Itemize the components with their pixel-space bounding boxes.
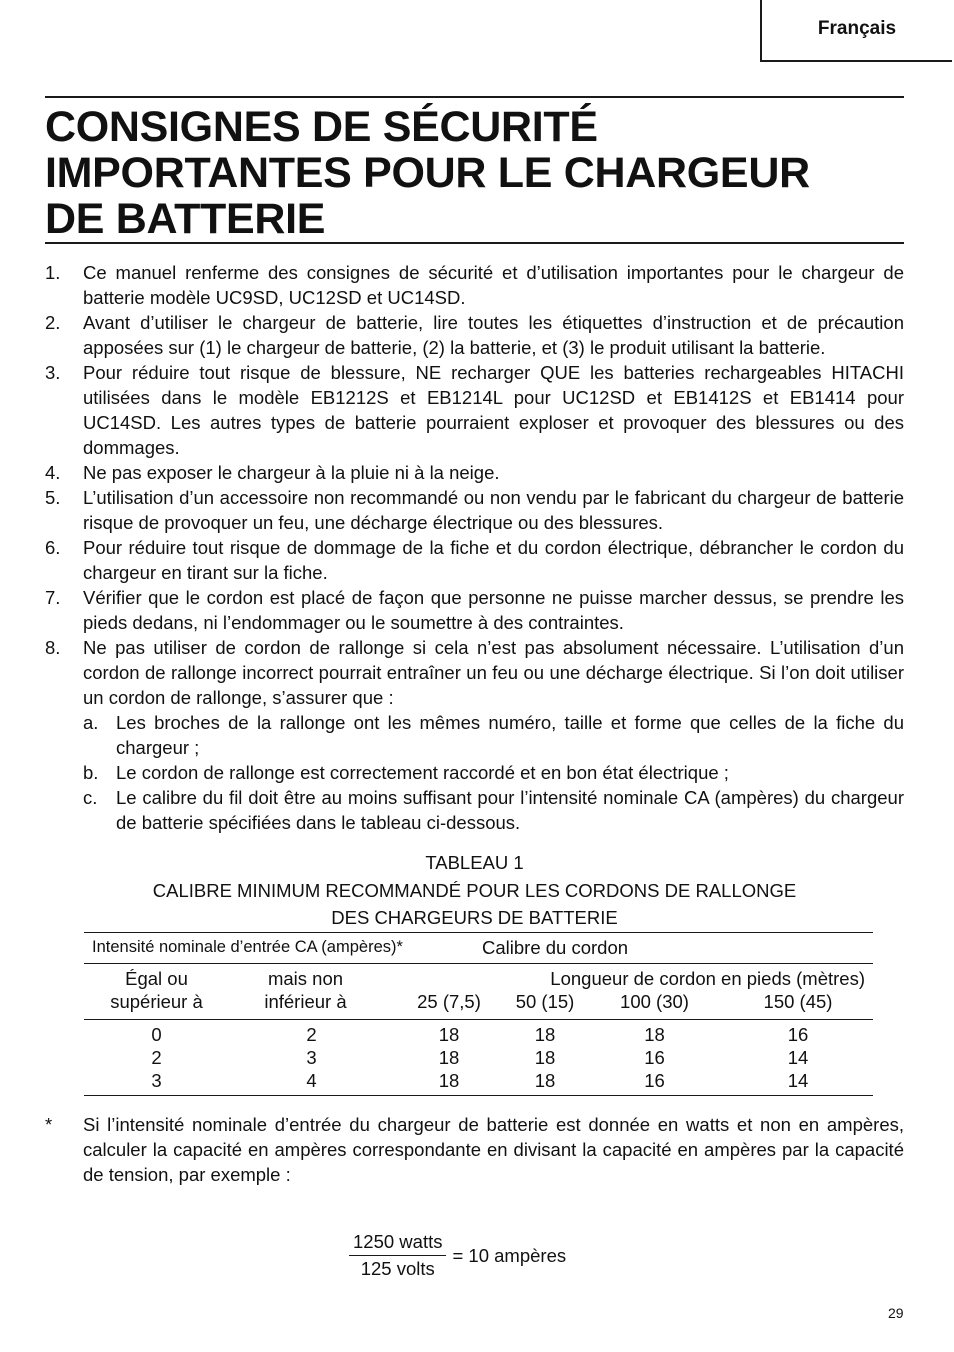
table-cell: 2 bbox=[229, 1019, 394, 1046]
sub-list-item bbox=[83, 785, 904, 835]
formula-result: = 10 ampères bbox=[452, 1244, 567, 1266]
sub-list-label: c. bbox=[83, 787, 98, 808]
header-cord-gauge: Calibre du cordon bbox=[482, 932, 851, 963]
table-cell: 14 bbox=[787, 1069, 809, 1091]
sub-list-text: Le cordon de rallonge est correctement raccordé et en bon état électrique ; bbox=[116, 762, 729, 783]
list-item-number: 7. bbox=[45, 587, 61, 608]
title-top-rule bbox=[45, 96, 904, 98]
page-number: 29 bbox=[888, 1305, 904, 1321]
table-row bbox=[84, 1069, 873, 1096]
footnote-mark: * bbox=[45, 1113, 53, 1135]
table-row bbox=[84, 1046, 873, 1069]
table-cell: 18 bbox=[504, 1019, 586, 1046]
table-cell: 0 bbox=[84, 1019, 229, 1046]
fraction bbox=[349, 1230, 446, 1281]
col-min-label-1: Égal ou bbox=[84, 963, 229, 990]
list-item bbox=[45, 485, 904, 535]
table-caption-line-3: DES CHARGEURS DE BATTERIE bbox=[331, 907, 618, 928]
length-col-3: 100 (30) bbox=[620, 990, 689, 1012]
table-caption-line-2: CALIBRE MINIMUM RECOMMANDÉ POUR LES CORDONS DE RALLONGE bbox=[152, 879, 797, 901]
table-row bbox=[84, 1019, 873, 1046]
table-caption-line-1: TABLEAU 1 bbox=[425, 852, 524, 873]
table-cell: 18 bbox=[438, 1069, 460, 1091]
table-cell: 18 bbox=[534, 1046, 556, 1068]
list-item-number: 8. bbox=[45, 637, 61, 658]
col-max-label-1: mais non bbox=[223, 963, 388, 990]
list-item bbox=[45, 360, 904, 460]
footnote bbox=[45, 1112, 904, 1187]
title-line-2: IMPORTANTES POUR LE CHARGEUR bbox=[45, 149, 810, 197]
length-header: Longueur de cordon en pieds (mètres) bbox=[394, 963, 873, 990]
table-subheader-row-2 bbox=[84, 990, 873, 1020]
length-col-2: 50 (15) bbox=[515, 990, 575, 1012]
language-label: Français bbox=[817, 18, 897, 39]
title-bottom-rule bbox=[45, 242, 904, 244]
list-item-number: 3. bbox=[45, 362, 61, 383]
list-item bbox=[45, 260, 904, 310]
list-item bbox=[45, 310, 904, 360]
sub-list-label: b. bbox=[83, 762, 99, 783]
col-min-label-2: supérieur à bbox=[110, 990, 203, 1012]
list-item-text: Avant d’utiliser le chargeur de batterie, lire toutes les étiquettes d’instruction et de précaution apposées sur (1) le chargeur de batterie, (2) la batterie, et (3) le produit utilisant la batterie. bbox=[83, 312, 904, 358]
example-formula bbox=[349, 1230, 566, 1281]
page-title bbox=[45, 104, 925, 242]
table-cell: 2 bbox=[151, 1046, 162, 1068]
table-header-row bbox=[84, 932, 873, 963]
list-item-number: 2. bbox=[45, 312, 61, 333]
table-cell: 3 bbox=[306, 1046, 317, 1068]
title-line-1: CONSIGNES DE SÉCURITÉ bbox=[45, 103, 598, 151]
sub-list-text: Les broches de la rallonge ont les mêmes numéro, taille et forme que celles de la fiche du chargeur ; bbox=[116, 712, 904, 758]
table-cell: 16 bbox=[723, 1019, 873, 1046]
table-bottom-rule bbox=[84, 1095, 873, 1096]
list-item bbox=[45, 635, 904, 710]
list-item-text: Pour réduire tout risque de dommage de la fiche et du cordon électrique, débrancher le cordon du chargeur en tirant sur la fiche. bbox=[83, 537, 904, 583]
table-cell: 18 bbox=[394, 1019, 504, 1046]
table-cell: 3 bbox=[151, 1069, 162, 1091]
extension-cord-table bbox=[84, 932, 873, 1096]
language-tab bbox=[760, 0, 952, 62]
list-item-number: 6. bbox=[45, 537, 61, 558]
list-item-text: Ne pas exposer le chargeur à la pluie ni à la neige. bbox=[83, 462, 500, 483]
main-content bbox=[45, 260, 904, 1187]
length-col-4: 150 (45) bbox=[763, 990, 833, 1012]
list-item-number: 1. bbox=[45, 262, 61, 283]
sub-list-label: a. bbox=[83, 712, 99, 733]
table-cell: 18 bbox=[586, 1019, 723, 1046]
table-cell: 14 bbox=[787, 1046, 809, 1068]
list-item bbox=[45, 460, 904, 485]
list-item bbox=[45, 585, 904, 635]
table-cell: 4 bbox=[306, 1069, 317, 1091]
sub-list-text: Le calibre du fil doit être au moins suffisant pour l’intensité nominale CA (ampères) du chargeur de batterie spécifiées dans le tableau ci-dessous. bbox=[116, 787, 904, 833]
list-item-text: Pour réduire tout risque de blessure, NE recharger QUE les batteries rechargeables HITACHI utilisées dans le modèle EB1212S et EB1214L pour UC12SD et EB1412S et EB1414 pour UC14SD. Les autres types de batterie pourraient exploser et provoquer des blessures ou des dommages. bbox=[83, 362, 904, 458]
table-cell: 18 bbox=[534, 1069, 556, 1091]
length-col-1: 25 (7,5) bbox=[417, 990, 481, 1012]
list-item-text: Vérifier que le cordon est placé de façon que personne ne puisse marcher dessus, se prendre les pieds dedans, ni l’endommager ou le soumettre à des contraintes. bbox=[83, 587, 904, 633]
header-input-rating: Intensité nominale d’entrée CA (ampères)* bbox=[84, 932, 504, 963]
sub-list-item bbox=[83, 710, 904, 760]
table-cell: 16 bbox=[644, 1069, 665, 1091]
list-item bbox=[45, 535, 904, 585]
list-item-text: Ce manuel renferme des consignes de sécurité et d’utilisation importantes pour le chargeur de batterie modèle UC9SD, UC12SD et UC14SD. bbox=[83, 262, 904, 308]
col-max-label-2: inférieur à bbox=[264, 990, 347, 1012]
title-line-3: DE BATTERIE bbox=[45, 195, 326, 243]
fraction-denominator: 125 volts bbox=[360, 1258, 435, 1279]
table-cell: 18 bbox=[438, 1046, 460, 1068]
list-item-text: Ne pas utiliser de cordon de rallonge si cela n’est pas absolument nécessaire. L’utilisation d’un cordon de rallonge incorrect pourrait entraîner un feu ou une décharge électrique. Si l’on doit utiliser un cordon de rallonge, s’assurer que : bbox=[83, 637, 904, 708]
sub-list-item bbox=[83, 760, 904, 785]
table-subheader-row bbox=[84, 963, 873, 990]
fraction-numerator: 1250 watts bbox=[349, 1230, 446, 1256]
table-caption bbox=[45, 849, 904, 932]
list-item-number: 5. bbox=[45, 487, 61, 508]
footnote-text: Si l’intensité nominale d’entrée du chargeur de batterie est donnée en watts et non en ampères, calculer la capacité en ampères correspondante en divisant la capacité en ampères par la capacité de tension, par exemple : bbox=[83, 1113, 904, 1185]
table-cell: 16 bbox=[644, 1046, 665, 1068]
list-item-text: L’utilisation d’un accessoire non recommandé ou non vendu par le fabricant du chargeur de batterie risque de provoquer un feu, une décharge électrique ou des blessures. bbox=[83, 487, 904, 533]
list-item-number: 4. bbox=[45, 462, 61, 483]
